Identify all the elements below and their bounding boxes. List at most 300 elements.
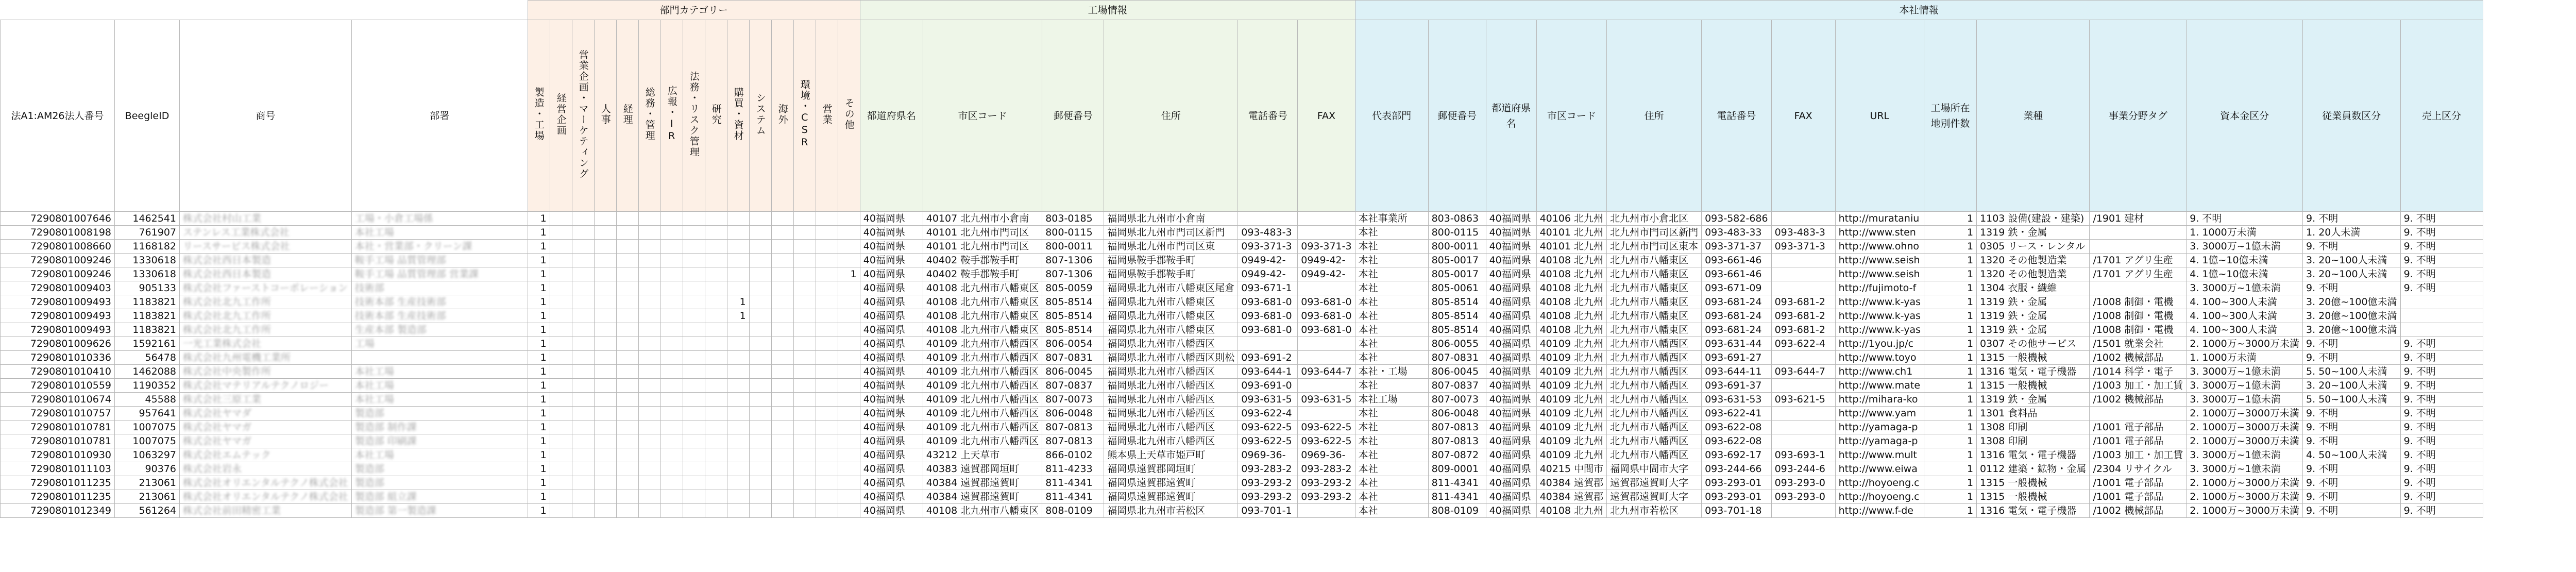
cell-dept-flag-0[interactable]: 1 [528, 365, 550, 379]
cell-dept-flag-1[interactable] [550, 281, 572, 295]
cell-dept-flag-2[interactable] [572, 240, 594, 254]
cell-hq-10[interactable]: /1901 建材 [2090, 212, 2187, 226]
cell-hq-11[interactable]: 1. 1000万未満 [2187, 351, 2303, 365]
cell-company-name[interactable] [180, 226, 352, 240]
cell-dept-flag-13[interactable] [816, 351, 838, 365]
cell-dept-flag-0[interactable]: 1 [528, 281, 550, 295]
cell-hq-3[interactable]: 40109 北九州 [1536, 365, 1606, 379]
cell-hq-11[interactable]: 3. 3000万~1億未満 [2187, 365, 2303, 379]
cell-hq-9[interactable]: 1315 一般機械 [1977, 379, 2090, 393]
cell-dept-flag-10[interactable] [749, 267, 771, 281]
cell-hq-5[interactable]: 093-681-24 [1702, 295, 1772, 309]
cell-beegle-id[interactable]: 1007075 [115, 434, 180, 448]
cell-dept-flag-2[interactable] [572, 226, 594, 240]
cell-dept-flag-1[interactable] [550, 323, 572, 337]
cell-hq-9[interactable]: 1103 設備(建設・建築) [1977, 212, 2090, 226]
cell-hq-8[interactable]: 1 [1924, 365, 1977, 379]
cell-dept-flag-0[interactable]: 1 [528, 337, 550, 351]
cell-factory-3[interactable]: 福岡県遠賀郡遠賀町 [1104, 476, 1238, 490]
cell-dept-flag-12[interactable] [793, 212, 816, 226]
cell-dept-flag-4[interactable] [616, 351, 638, 365]
cell-hq-2[interactable]: 40福岡県 [1486, 462, 1536, 476]
factory-header-4[interactable]: 電話番号 [1238, 20, 1298, 212]
cell-hojin[interactable]: 7290801007646 [1, 212, 115, 226]
cell-dept-flag-12[interactable] [793, 323, 816, 337]
cell-dept-flag-8[interactable] [705, 365, 727, 379]
cell-dept-flag-11[interactable] [771, 476, 793, 490]
cell-dept-flag-4[interactable] [616, 448, 638, 462]
cell-dept-flag-11[interactable] [771, 407, 793, 420]
cell-hojin[interactable]: 7290801011235 [1, 476, 115, 490]
cell-dept-flag-3[interactable] [594, 490, 616, 504]
cell-hq-1[interactable]: 807-0813 [1428, 434, 1486, 448]
cell-dept-flag-7[interactable] [683, 504, 705, 518]
cell-company-name[interactable] [180, 490, 352, 504]
table-row[interactable] [1, 365, 2483, 379]
table-row[interactable] [1, 462, 2483, 476]
cell-dept-flag-5[interactable] [638, 476, 660, 490]
cell-hq-0[interactable]: 本社 [1355, 267, 1428, 281]
cell-hq-11[interactable]: 3. 3000万~1億未満 [2187, 240, 2303, 254]
cell-factory-0[interactable]: 40福岡県 [860, 420, 923, 434]
cell-hq-11[interactable]: 4. 1億~10億未満 [2187, 254, 2303, 267]
cell-hq-10[interactable]: /1002 機械部品 [2090, 393, 2187, 407]
cell-dept-flag-3[interactable] [594, 393, 616, 407]
cell-dept-flag-5[interactable] [638, 504, 660, 518]
cell-dept-flag-7[interactable] [683, 254, 705, 267]
cell-hq-4[interactable]: 北九州市小倉北区 [1607, 212, 1702, 226]
cell-dept-flag-7[interactable] [683, 490, 705, 504]
col-header-0[interactable]: 法A1:AM26法人番号 [1, 20, 115, 212]
cell-dept-flag-7[interactable] [683, 379, 705, 393]
cell-hq-13[interactable]: 9. 不明 [2400, 254, 2483, 267]
table-row[interactable] [1, 254, 2483, 267]
cell-factory-1[interactable]: 40109 北九州市八幡西区 [923, 351, 1042, 365]
cell-hojin[interactable]: 7290801009493 [1, 323, 115, 337]
cell-dept-flag-14[interactable] [838, 226, 860, 240]
cell-company-name[interactable] [180, 407, 352, 420]
cell-dept-flag-12[interactable] [793, 420, 816, 434]
cell-beegle-id[interactable]: 213061 [115, 476, 180, 490]
cell-hq-8[interactable]: 1 [1924, 337, 1977, 351]
cell-hq-6[interactable] [1771, 379, 1835, 393]
cell-dept-flag-10[interactable] [749, 226, 771, 240]
cell-dept-flag-1[interactable] [550, 337, 572, 351]
cell-hq-11[interactable]: 4. 100~300人未満 [2187, 295, 2303, 309]
cell-hq-10[interactable]: /1701 アグリ生産 [2090, 267, 2187, 281]
cell-factory-4[interactable]: 093-622-4 [1238, 407, 1298, 420]
cell-hq-8[interactable]: 1 [1924, 226, 1977, 240]
cell-department[interactable] [351, 434, 528, 448]
cell-hq-6[interactable] [1771, 212, 1835, 226]
cell-beegle-id[interactable]: 1190352 [115, 379, 180, 393]
cell-hq-9[interactable]: 0112 建築・鉱物・金属 [1977, 462, 2090, 476]
cell-hq-4[interactable]: 北九州市八幡西区 [1607, 420, 1702, 434]
cell-dept-flag-13[interactable] [816, 365, 838, 379]
cell-hq-6[interactable] [1771, 254, 1835, 267]
cell-dept-flag-14[interactable] [838, 309, 860, 323]
cell-hojin[interactable]: 7290801008660 [1, 240, 115, 254]
cell-hq-7[interactable]: http://hoyoeng.c [1835, 476, 1924, 490]
cell-hq-3[interactable]: 40109 北九州 [1536, 434, 1606, 448]
cell-factory-2[interactable]: 800-0115 [1042, 226, 1104, 240]
cell-hq-12[interactable]: 9. 不明 [2303, 476, 2401, 490]
cell-dept-flag-5[interactable] [638, 295, 660, 309]
cell-dept-flag-9[interactable] [727, 448, 749, 462]
cell-dept-flag-3[interactable] [594, 504, 616, 518]
cell-dept-flag-11[interactable] [771, 212, 793, 226]
cell-factory-0[interactable]: 40福岡県 [860, 240, 923, 254]
table-row[interactable] [1, 226, 2483, 240]
cell-hq-3[interactable]: 40109 北九州 [1536, 393, 1606, 407]
cell-dept-flag-1[interactable] [550, 309, 572, 323]
cell-hq-7[interactable]: http://www.yam [1835, 407, 1924, 420]
cell-hq-12[interactable]: 9. 不明 [2303, 490, 2401, 504]
cell-dept-flag-9[interactable] [727, 267, 749, 281]
cell-hq-7[interactable]: http://www.ch1 [1835, 365, 1924, 379]
cell-hq-13[interactable]: 9. 不明 [2400, 267, 2483, 281]
cell-dept-flag-13[interactable] [816, 281, 838, 295]
factory-header-3[interactable]: 住所 [1104, 20, 1238, 212]
cell-dept-flag-1[interactable] [550, 226, 572, 240]
cell-hq-1[interactable]: 807-0813 [1428, 420, 1486, 434]
cell-hq-10[interactable] [2090, 281, 2187, 295]
cell-dept-flag-6[interactable] [660, 240, 683, 254]
cell-dept-flag-6[interactable] [660, 281, 683, 295]
cell-hq-1[interactable]: 809-0001 [1428, 462, 1486, 476]
cell-factory-0[interactable]: 40福岡県 [860, 393, 923, 407]
cell-hq-11[interactable]: 2. 1000万~3000万未満 [2187, 434, 2303, 448]
cell-dept-flag-1[interactable] [550, 504, 572, 518]
cell-hq-5[interactable]: 093-483-33 [1702, 226, 1772, 240]
cell-dept-flag-9[interactable] [727, 281, 749, 295]
dept-header-4[interactable] [616, 20, 638, 212]
cell-hojin[interactable]: 7290801010410 [1, 365, 115, 379]
cell-hq-11[interactable]: 2. 1000万~3000万未満 [2187, 420, 2303, 434]
cell-factory-0[interactable]: 40福岡県 [860, 476, 923, 490]
cell-dept-flag-8[interactable] [705, 351, 727, 365]
cell-factory-5[interactable]: 093-283-2 [1298, 462, 1355, 476]
cell-department[interactable] [351, 240, 528, 254]
cell-factory-4[interactable]: 093-644-1 [1238, 365, 1298, 379]
cell-dept-flag-3[interactable] [594, 337, 616, 351]
cell-hq-3[interactable]: 40108 北九州 [1536, 267, 1606, 281]
cell-department[interactable] [351, 462, 528, 476]
cell-hq-12[interactable]: 1. 20人未満 [2303, 226, 2401, 240]
cell-dept-flag-0[interactable]: 1 [528, 420, 550, 434]
cell-factory-3[interactable]: 福岡県北九州市門司区東 [1104, 240, 1238, 254]
cell-dept-flag-4[interactable] [616, 434, 638, 448]
cell-factory-1[interactable]: 40384 遠賀郡遠賀町 [923, 476, 1042, 490]
cell-hq-9[interactable]: 1315 一般機械 [1977, 476, 2090, 490]
cell-hq-6[interactable]: 093-644-7 [1771, 365, 1835, 379]
cell-dept-flag-0[interactable]: 1 [528, 448, 550, 462]
cell-factory-4[interactable]: 0949-42- [1238, 267, 1298, 281]
cell-dept-flag-13[interactable] [816, 309, 838, 323]
cell-dept-flag-10[interactable] [749, 434, 771, 448]
cell-department[interactable] [351, 379, 528, 393]
cell-hq-13[interactable]: 9. 不明 [2400, 337, 2483, 351]
cell-hq-4[interactable]: 北九州市八幡東区 [1607, 323, 1702, 337]
cell-dept-flag-3[interactable] [594, 379, 616, 393]
cell-hq-8[interactable]: 1 [1924, 407, 1977, 420]
cell-dept-flag-11[interactable] [771, 267, 793, 281]
hq-header-12[interactable]: 従業員数区分 [2303, 20, 2401, 212]
cell-dept-flag-2[interactable] [572, 337, 594, 351]
cell-hq-5[interactable]: 093-244-66 [1702, 462, 1772, 476]
cell-company-name[interactable] [180, 420, 352, 434]
cell-dept-flag-11[interactable] [771, 420, 793, 434]
cell-hq-0[interactable]: 本社 [1355, 295, 1428, 309]
cell-dept-flag-12[interactable] [793, 226, 816, 240]
cell-beegle-id[interactable]: 1183821 [115, 295, 180, 309]
dept-header-14[interactable] [838, 20, 860, 212]
cell-hq-2[interactable]: 40福岡県 [1486, 212, 1536, 226]
cell-hq-13[interactable]: 9. 不明 [2400, 434, 2483, 448]
cell-hq-0[interactable]: 本社・工場 [1355, 365, 1428, 379]
cell-dept-flag-2[interactable] [572, 490, 594, 504]
cell-hq-10[interactable]: /1008 制御・電機 [2090, 309, 2187, 323]
cell-factory-1[interactable]: 40109 北九州市八幡西区 [923, 434, 1042, 448]
cell-dept-flag-7[interactable] [683, 393, 705, 407]
cell-hq-5[interactable]: 093-622-41 [1702, 407, 1772, 420]
cell-factory-2[interactable]: 807-0813 [1042, 434, 1104, 448]
cell-dept-flag-6[interactable] [660, 420, 683, 434]
cell-factory-5[interactable] [1298, 281, 1355, 295]
cell-dept-flag-13[interactable] [816, 254, 838, 267]
cell-factory-3[interactable]: 福岡県北九州市八幡東区 [1104, 309, 1238, 323]
cell-dept-flag-12[interactable] [793, 351, 816, 365]
cell-company-name[interactable] [180, 281, 352, 295]
cell-hq-3[interactable]: 40109 北九州 [1536, 448, 1606, 462]
cell-dept-flag-3[interactable] [594, 365, 616, 379]
cell-hq-4[interactable]: 北九州市八幡西区 [1607, 337, 1702, 351]
cell-dept-flag-14[interactable] [838, 295, 860, 309]
cell-hq-8[interactable]: 1 [1924, 212, 1977, 226]
cell-dept-flag-8[interactable] [705, 448, 727, 462]
cell-hq-0[interactable]: 本社 [1355, 379, 1428, 393]
cell-hq-4[interactable]: 北九州市八幡西区 [1607, 351, 1702, 365]
cell-factory-1[interactable]: 40108 北九州市八幡東区 [923, 323, 1042, 337]
cell-hq-0[interactable]: 本社 [1355, 434, 1428, 448]
cell-hq-5[interactable]: 093-691-37 [1702, 379, 1772, 393]
cell-hq-1[interactable]: 805-0017 [1428, 254, 1486, 267]
cell-factory-2[interactable]: 811-4341 [1042, 490, 1104, 504]
cell-dept-flag-14[interactable] [838, 254, 860, 267]
cell-dept-flag-3[interactable] [594, 407, 616, 420]
cell-hq-12[interactable]: 4. 50~100人未満 [2303, 448, 2401, 462]
cell-dept-flag-8[interactable] [705, 379, 727, 393]
cell-hq-10[interactable]: /1014 科学・電子 [2090, 365, 2187, 379]
cell-dept-flag-4[interactable] [616, 393, 638, 407]
cell-factory-3[interactable]: 福岡県北九州市八幡西区 [1104, 337, 1238, 351]
factory-header-1[interactable]: 市区コード [923, 20, 1042, 212]
cell-dept-flag-13[interactable] [816, 476, 838, 490]
cell-dept-flag-9[interactable] [727, 420, 749, 434]
cell-dept-flag-7[interactable] [683, 337, 705, 351]
cell-dept-flag-7[interactable] [683, 212, 705, 226]
cell-hq-12[interactable]: 9. 不明 [2303, 504, 2401, 518]
cell-factory-1[interactable]: 40402 鞍手郡鞍手町 [923, 267, 1042, 281]
cell-dept-flag-5[interactable] [638, 434, 660, 448]
cell-dept-flag-11[interactable] [771, 504, 793, 518]
cell-hq-7[interactable]: http://yamaga-p [1835, 420, 1924, 434]
cell-hq-1[interactable]: 805-0017 [1428, 267, 1486, 281]
cell-dept-flag-8[interactable] [705, 490, 727, 504]
cell-hq-2[interactable]: 40福岡県 [1486, 434, 1536, 448]
cell-department[interactable] [351, 309, 528, 323]
cell-hq-8[interactable]: 1 [1924, 504, 1977, 518]
hq-header-7[interactable]: URL [1835, 20, 1924, 212]
cell-dept-flag-13[interactable] [816, 295, 838, 309]
hq-header-1[interactable]: 郵便番号 [1428, 20, 1486, 212]
cell-hq-4[interactable]: 北九州市八幡西区 [1607, 407, 1702, 420]
table-row[interactable] [1, 434, 2483, 448]
cell-hq-2[interactable]: 40福岡県 [1486, 281, 1536, 295]
cell-hq-10[interactable]: /1701 アグリ生産 [2090, 254, 2187, 267]
table-row[interactable] [1, 212, 2483, 226]
cell-company-name[interactable] [180, 240, 352, 254]
cell-hq-10[interactable]: /1001 電子部品 [2090, 476, 2187, 490]
cell-dept-flag-13[interactable] [816, 448, 838, 462]
cell-hq-6[interactable]: 093-681-2 [1771, 295, 1835, 309]
cell-dept-flag-1[interactable] [550, 295, 572, 309]
cell-dept-flag-13[interactable] [816, 490, 838, 504]
cell-hq-6[interactable] [1771, 504, 1835, 518]
cell-hq-10[interactable]: /1003 加工・加工賃 [2090, 448, 2187, 462]
cell-hq-3[interactable]: 40109 北九州 [1536, 337, 1606, 351]
cell-dept-flag-14[interactable] [838, 393, 860, 407]
cell-beegle-id[interactable]: 1063297 [115, 448, 180, 462]
cell-factory-4[interactable]: 093-293-2 [1238, 490, 1298, 504]
cell-beegle-id[interactable]: 56478 [115, 351, 180, 365]
cell-hq-1[interactable]: 807-0073 [1428, 393, 1486, 407]
cell-hq-12[interactable]: 3. 20~100人未満 [2303, 379, 2401, 393]
cell-hq-2[interactable]: 40福岡県 [1486, 448, 1536, 462]
cell-dept-flag-5[interactable] [638, 337, 660, 351]
cell-beegle-id[interactable]: 1183821 [115, 323, 180, 337]
cell-company-name[interactable] [180, 365, 352, 379]
cell-dept-flag-11[interactable] [771, 365, 793, 379]
cell-dept-flag-9[interactable] [727, 226, 749, 240]
cell-hq-9[interactable]: 1319 鉄・金属 [1977, 323, 2090, 337]
cell-hq-9[interactable]: 1319 鉄・金属 [1977, 295, 2090, 309]
cell-hq-5[interactable]: 093-661-46 [1702, 267, 1772, 281]
cell-dept-flag-7[interactable] [683, 365, 705, 379]
cell-hq-4[interactable]: 北九州市八幡東区 [1607, 309, 1702, 323]
cell-factory-0[interactable]: 40福岡県 [860, 462, 923, 476]
cell-hq-5[interactable]: 093-371-37 [1702, 240, 1772, 254]
cell-dept-flag-12[interactable] [793, 240, 816, 254]
cell-department[interactable] [351, 337, 528, 351]
cell-hq-4[interactable]: 北九州市八幡西区 [1607, 365, 1702, 379]
cell-hq-8[interactable]: 1 [1924, 281, 1977, 295]
cell-hq-1[interactable]: 805-8514 [1428, 309, 1486, 323]
cell-factory-4[interactable]: 093-371-3 [1238, 240, 1298, 254]
cell-factory-3[interactable]: 福岡県鞍手郡鞍手町 [1104, 267, 1238, 281]
cell-factory-0[interactable]: 40福岡県 [860, 309, 923, 323]
cell-hq-7[interactable]: http://www.mate [1835, 379, 1924, 393]
cell-beegle-id[interactable]: 213061 [115, 490, 180, 504]
cell-dept-flag-4[interactable] [616, 490, 638, 504]
cell-hojin[interactable]: 7290801009246 [1, 267, 115, 281]
cell-factory-0[interactable]: 40福岡県 [860, 490, 923, 504]
cell-dept-flag-0[interactable]: 1 [528, 434, 550, 448]
cell-hq-8[interactable]: 1 [1924, 240, 1977, 254]
cell-dept-flag-5[interactable] [638, 226, 660, 240]
cell-hq-1[interactable]: 806-0045 [1428, 365, 1486, 379]
cell-hq-8[interactable]: 1 [1924, 476, 1977, 490]
cell-hq-6[interactable]: 093-483-3 [1771, 226, 1835, 240]
cell-factory-4[interactable]: 093-681-0 [1238, 309, 1298, 323]
table-row[interactable] [1, 448, 2483, 462]
cell-factory-5[interactable] [1298, 379, 1355, 393]
dept-header-13[interactable] [816, 20, 838, 212]
cell-factory-0[interactable]: 40福岡県 [860, 379, 923, 393]
cell-hq-7[interactable]: http://fujimoto-f [1835, 281, 1924, 295]
cell-hq-10[interactable]: /1008 制御・電機 [2090, 323, 2187, 337]
cell-hq-3[interactable]: 40109 北九州 [1536, 351, 1606, 365]
cell-dept-flag-14[interactable]: 1 [838, 267, 860, 281]
cell-hq-3[interactable]: 40108 北九州 [1536, 309, 1606, 323]
cell-hq-6[interactable] [1771, 281, 1835, 295]
cell-dept-flag-2[interactable] [572, 309, 594, 323]
table-row[interactable] [1, 309, 2483, 323]
dept-header-10[interactable] [749, 20, 771, 212]
cell-factory-5[interactable] [1298, 407, 1355, 420]
cell-hq-8[interactable]: 1 [1924, 462, 1977, 476]
cell-hq-0[interactable]: 本社 [1355, 462, 1428, 476]
cell-hq-3[interactable]: 40108 北九州 [1536, 323, 1606, 337]
cell-hq-3[interactable]: 40109 北九州 [1536, 379, 1606, 393]
cell-hq-8[interactable]: 1 [1924, 434, 1977, 448]
cell-hq-6[interactable] [1771, 420, 1835, 434]
cell-hq-9[interactable]: 1319 鉄・金属 [1977, 393, 2090, 407]
cell-dept-flag-4[interactable] [616, 407, 638, 420]
hq-header-2[interactable]: 都道府県名 [1486, 20, 1536, 212]
cell-factory-3[interactable]: 福岡県北九州市八幡西区 [1104, 365, 1238, 379]
cell-hq-0[interactable]: 本社工場 [1355, 393, 1428, 407]
cell-factory-1[interactable]: 40101 北九州市門司区 [923, 226, 1042, 240]
cell-factory-1[interactable]: 40109 北九州市八幡西区 [923, 407, 1042, 420]
cell-hq-9[interactable]: 1315 一般機械 [1977, 490, 2090, 504]
cell-hq-4[interactable]: 北九州市八幡東区 [1607, 254, 1702, 267]
cell-hq-9[interactable]: 1320 その他製造業 [1977, 254, 2090, 267]
cell-factory-1[interactable]: 40108 北九州市八幡東区 [923, 295, 1042, 309]
cell-hq-4[interactable]: 北九州市八幡東区 [1607, 267, 1702, 281]
cell-dept-flag-11[interactable] [771, 226, 793, 240]
cell-hq-4[interactable]: 遠賀郡遠賀町大字 [1607, 490, 1702, 504]
cell-dept-flag-10[interactable] [749, 420, 771, 434]
cell-hq-8[interactable]: 1 [1924, 254, 1977, 267]
cell-dept-flag-9[interactable] [727, 490, 749, 504]
cell-factory-5[interactable]: 0969-36- [1298, 448, 1355, 462]
cell-dept-flag-13[interactable] [816, 393, 838, 407]
cell-hq-1[interactable]: 811-4341 [1428, 476, 1486, 490]
cell-dept-flag-2[interactable] [572, 295, 594, 309]
dept-header-2[interactable] [572, 20, 594, 212]
cell-dept-flag-10[interactable] [749, 365, 771, 379]
cell-hq-12[interactable]: 3. 20億~100億未満 [2303, 309, 2401, 323]
cell-dept-flag-7[interactable] [683, 281, 705, 295]
cell-dept-flag-1[interactable] [550, 240, 572, 254]
cell-factory-5[interactable]: 0949-42- [1298, 254, 1355, 267]
cell-beegle-id[interactable]: 1462541 [115, 212, 180, 226]
cell-dept-flag-12[interactable] [793, 295, 816, 309]
cell-hq-13[interactable] [2400, 295, 2483, 309]
cell-company-name[interactable] [180, 462, 352, 476]
cell-dept-flag-6[interactable] [660, 504, 683, 518]
